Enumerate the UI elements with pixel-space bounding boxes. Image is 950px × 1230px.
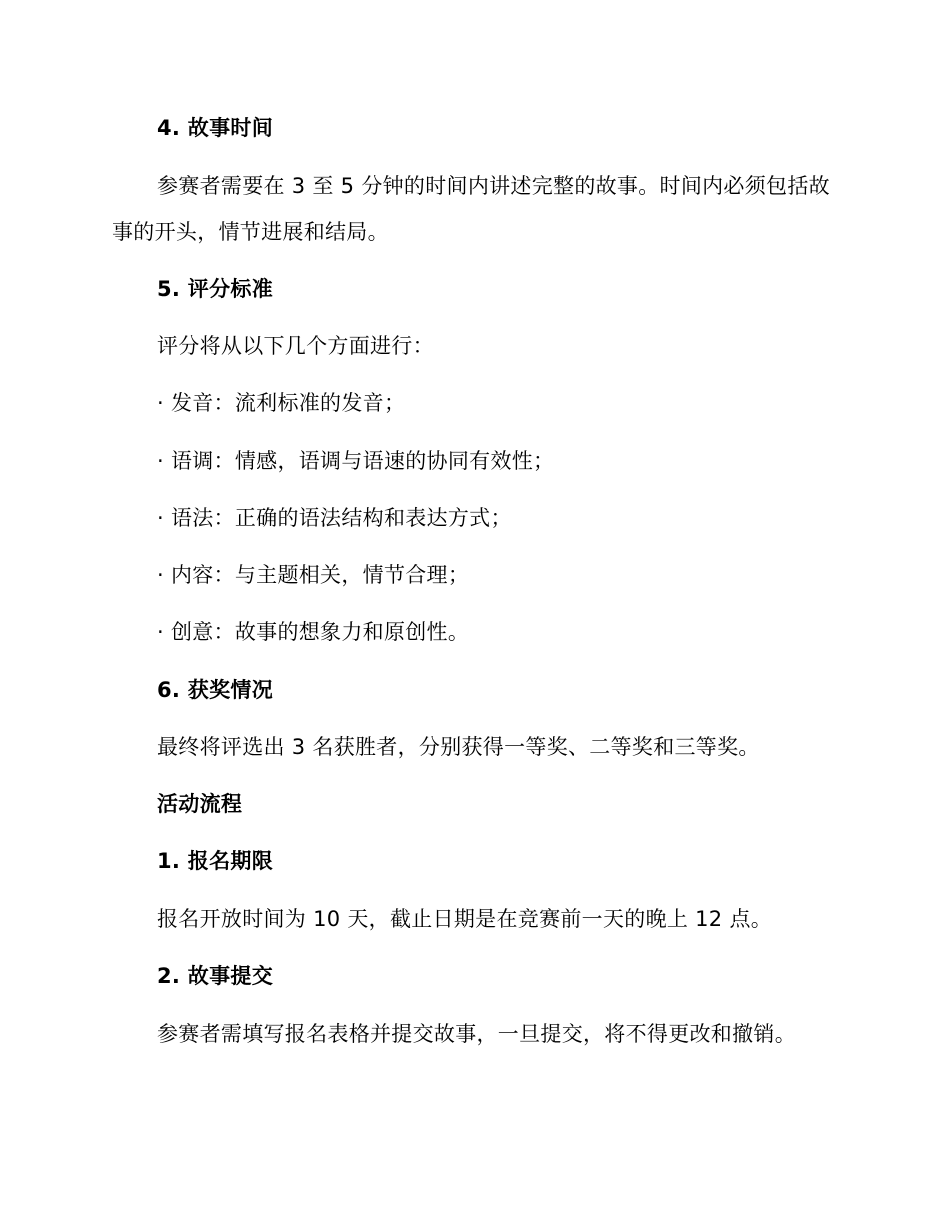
criteria-bullet-content: · 内容：与主题相关，情节合理；: [157, 563, 470, 587]
criteria-bullet-creativity: · 创意：故事的想象力和原创性。: [157, 620, 470, 644]
criteria-bullet-pronunciation: · 发音：流利标准的发音；: [157, 391, 406, 415]
criteria-bullet-intonation: · 语调：情感，语调与语速的协同有效性；: [157, 449, 555, 473]
criteria-bullet-grammar: · 语法：正确的语法结构和表达方式；: [157, 506, 512, 530]
step-1-heading: 1. 报名期限: [157, 849, 273, 873]
step-2-heading: 2. 故事提交: [157, 964, 273, 988]
section-6-paragraph: 最终将评选出 3 名获胜者，分别获得一等奖、二等奖和三等奖。: [157, 735, 760, 759]
section-4-paragraph-line-2: 事的开头，情节进展和结局。: [112, 220, 389, 244]
section-4-heading: 4. 故事时间: [157, 116, 273, 140]
section-5-heading: 5. 评分标准: [157, 277, 273, 301]
process-heading: 活动流程: [157, 792, 243, 816]
section-5-intro: 评分将从以下几个方面进行：: [157, 334, 434, 358]
section-4-paragraph-line-1: 参赛者需要在 3 至 5 分钟的时间内讲述完整的故事。时间内必须包括故: [157, 174, 830, 198]
step-2-paragraph: 参赛者需填写报名表格并提交故事，一旦提交，将不得更改和撤销。: [157, 1022, 796, 1046]
step-1-paragraph: 报名开放时间为 10 天，截止日期是在竞赛前一天的晚上 12 点。: [157, 907, 773, 931]
section-6-heading: 6. 获奖情况: [157, 678, 273, 702]
